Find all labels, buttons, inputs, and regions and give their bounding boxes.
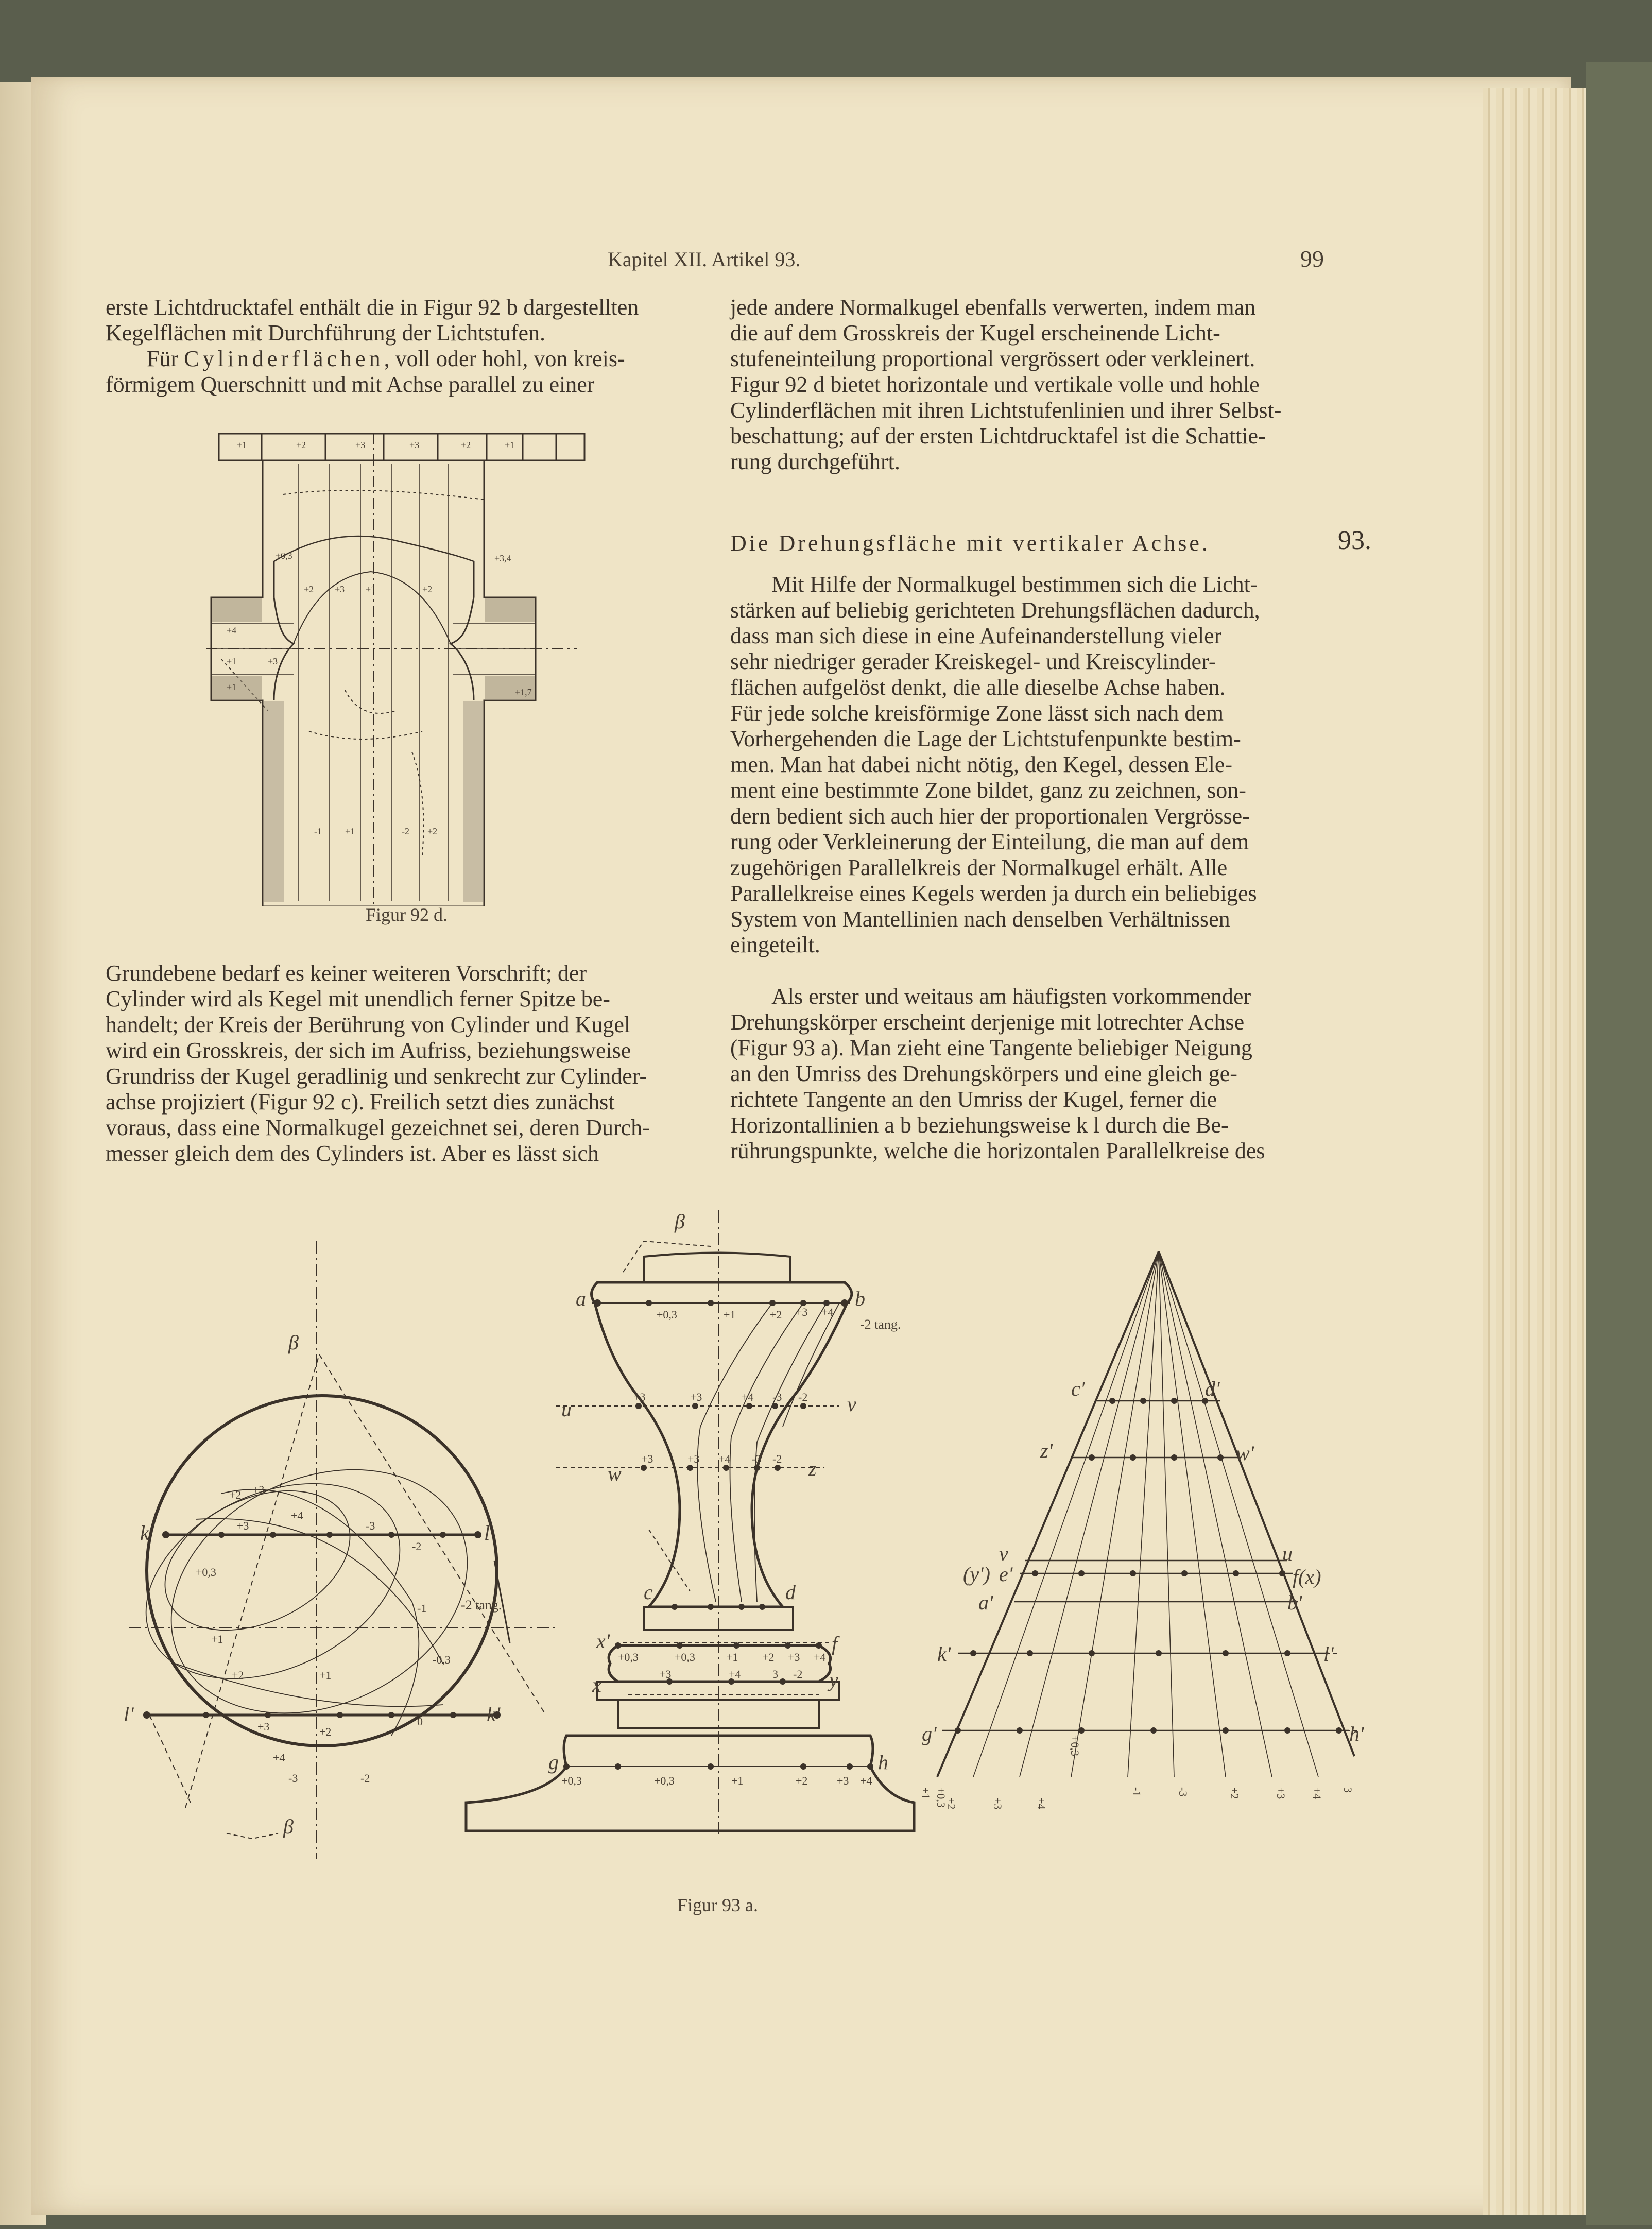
running-title: Kapitel XII. Artikel 93.: [608, 248, 801, 271]
cone-label: k': [937, 1642, 951, 1666]
text-line: [106, 346, 708, 372]
fig92d-label: +1: [237, 440, 247, 450]
vase-mark: +3: [659, 1668, 672, 1681]
sphere-mark: +2: [319, 1725, 332, 1738]
fig92d-label: +3: [355, 440, 366, 450]
cone-label: h': [1349, 1722, 1364, 1745]
text-line: Grundebene bedarf es keiner weiteren Vorschrift; der: [106, 961, 587, 986]
vase-label: β: [675, 1210, 685, 1233]
vase-mark: +0,3: [618, 1651, 639, 1664]
text-line: (Figur 93 a). Man zieht eine Tangente beliebiger Neigung: [730, 1035, 1252, 1060]
cone-label: g': [922, 1722, 937, 1745]
right-para1: [730, 572, 1333, 958]
text-line: jede andere Normalkugel ebenfalls verwerten, indem man: [730, 295, 1256, 320]
text-line: handelt; der Kreis der Berührung von Cylinder und Kugel: [106, 1012, 631, 1037]
text-line: messer gleich dem des Cylinders ist. Aber es lässt sich: [106, 1141, 599, 1166]
sphere-mark: +1: [319, 1669, 332, 1682]
text-line: eingeteilt.: [730, 932, 820, 957]
vase-mark: 3: [772, 1668, 778, 1681]
text-line: zugehörigen Parallelkreis der Normalkugel erhält. Alle: [730, 855, 1228, 880]
vase-label: g: [548, 1751, 559, 1774]
fig92d-label: +1: [366, 584, 376, 594]
text-line: Für jede solche kreisförmige Zone lässt sich nach dem: [730, 700, 1224, 726]
text-line: voraus, dass eine Normalkugel gezeichnet sei, deren Durch-: [106, 1115, 650, 1140]
text-line: stufeneinteilung proportional vergrössert oder verkleinert.: [730, 346, 1255, 371]
text-line: System von Mantellinien nach denselben Verhältnissen: [730, 906, 1230, 932]
vase-mark: +0,3: [561, 1774, 582, 1787]
sphere-mark: +1: [211, 1633, 223, 1645]
vase-mark: -2: [798, 1391, 808, 1403]
vase-label: v: [847, 1393, 856, 1416]
text-line: förmigem Querschnitt und mit Achse parallel zu einer: [106, 372, 595, 397]
text-line: rung oder Verkleinerung der Einteilung, die man auf dem: [730, 829, 1249, 854]
text-line: men. Man hat dabei nicht nötig, den Kegel, dessen Ele-: [730, 752, 1233, 777]
cone-label: b': [1287, 1591, 1302, 1614]
vase-mark: +3: [690, 1391, 702, 1403]
text-line: Kegelflächen mit Durchführung der Lichtstufen.: [106, 320, 546, 346]
cone-mark: +2: [945, 1797, 958, 1810]
vase-label: h: [878, 1751, 888, 1774]
cone-mark: +4: [1311, 1787, 1323, 1799]
text-line: Vorhergehenden die Lage der Lichtstufenpunkte bestim-: [730, 726, 1241, 751]
text-line: die auf dem Grosskreis der Kugel erscheinende Licht-: [730, 320, 1220, 346]
sphere-mark: +4: [273, 1751, 285, 1764]
vase-mark: +4: [718, 1452, 731, 1465]
fig92d-label: +3,4: [494, 553, 511, 563]
cone-mark: +1: [919, 1787, 932, 1799]
cone-mark: +0,3: [1069, 1736, 1081, 1756]
vase-mark: +2: [796, 1774, 808, 1787]
cone-label: f(x): [1293, 1565, 1321, 1588]
fig92d-label: -2: [402, 826, 409, 836]
fig92d-label: +1: [505, 440, 515, 450]
vase-mark: -3: [772, 1391, 782, 1403]
vase-label: a: [576, 1287, 586, 1310]
cone-label: z': [1040, 1439, 1053, 1462]
vase-mark: +3: [687, 1452, 700, 1465]
cone-mark: +3: [991, 1797, 1004, 1810]
text-line: flächen aufgelöst denkt, die alle dieselbe Achse haben.: [730, 675, 1226, 700]
text-line: Drehungskörper erscheint derjenige mit lotrechter Achse: [730, 1009, 1245, 1035]
text-line: stärken auf beliebig gerichteten Drehungsflächen dadurch,: [730, 597, 1260, 623]
vase-mark: +0,3: [654, 1774, 675, 1787]
sphere-tang-label: -2 tang.: [461, 1598, 502, 1613]
left-intro: [106, 295, 708, 398]
figure-93a-caption: Figur 93 a.: [677, 1895, 758, 1915]
cone-label: v: [999, 1542, 1008, 1565]
page-number: 99: [1300, 246, 1324, 272]
vase-mark: +3: [641, 1452, 653, 1465]
text-line: an den Umriss des Drehungskörpers und eine gleich ge-: [730, 1061, 1237, 1086]
vase-mark: +1: [724, 1308, 736, 1321]
vase-mark: +3: [796, 1306, 808, 1318]
vase-mark: +3: [837, 1774, 849, 1787]
fig92d-label: +1: [227, 682, 237, 692]
cone-mark: +3: [1275, 1787, 1287, 1799]
figure-93a: [103, 1200, 1380, 1906]
sphere-mark: -2: [360, 1772, 370, 1785]
book-cover: [1586, 62, 1652, 2225]
text-line: beschattung; auf der ersten Lichtdrucktafel ist die Schattie-: [730, 423, 1266, 449]
sphere-mark: +2: [229, 1488, 242, 1501]
text-line: Mit Hilfe der Normalkugel bestimmen sich die Licht-: [771, 572, 1258, 597]
spaced-term: Cylinderflächen: [184, 346, 384, 371]
cone-mark: -1: [1130, 1787, 1143, 1797]
sphere-label: l: [484, 1521, 490, 1545]
cone-label: (y'): [963, 1563, 990, 1586]
vase-mark: -2: [793, 1668, 803, 1681]
text-line: Horizontallinien a b beziehungsweise k l durch die Be-: [730, 1112, 1229, 1138]
sphere-label: k: [140, 1521, 149, 1545]
text-fragment: Für: [147, 346, 184, 371]
text-line: achse projiziert (Figur 92 c). Freilich setzt dies zunächst: [106, 1089, 615, 1114]
sphere-label: β: [288, 1331, 299, 1354]
vase-label: c: [644, 1581, 653, 1604]
cone-mark: -3: [1177, 1787, 1190, 1797]
text-line: dass man sich diese in eine Aufeinanderstellung vieler: [730, 623, 1222, 648]
cone-label: u: [1282, 1542, 1293, 1565]
fig92d-label: +3: [335, 584, 345, 594]
text-line: richtete Tangente an den Umriss der Kugel, ferner die: [730, 1087, 1217, 1112]
vase-mark: +0,3: [675, 1651, 695, 1664]
sphere-mark: +3: [257, 1720, 270, 1733]
sphere-mark: -3: [366, 1519, 375, 1532]
sphere-mark: +3: [252, 1483, 265, 1496]
vase-label: b: [855, 1287, 865, 1310]
sphere-mark: 0: [417, 1715, 423, 1728]
cone-label: l': [1323, 1642, 1334, 1666]
sphere-label: l': [124, 1703, 134, 1726]
cone-drawing: [937, 1251, 1360, 1777]
text-line: Cylinderflächen mit ihren Lichtstufenlinien und ihrer Selbst-: [730, 398, 1282, 423]
fig92d-label: -1: [314, 826, 322, 836]
vase-label: f: [832, 1632, 838, 1655]
fig92d-label: +1: [227, 656, 237, 666]
cone-mark: +2: [1228, 1787, 1241, 1799]
cone-label: c': [1071, 1377, 1085, 1400]
page-block-edges: [1483, 88, 1586, 2215]
text-line: sehr niedriger gerader Kreiskegel- und Kreiscylinder-: [730, 649, 1216, 674]
fig92d-label: +1: [345, 826, 355, 836]
fig92d-label: +2: [296, 440, 306, 450]
text-line: wird ein Grosskreis, der sich im Aufriss, beziehungsweise: [106, 1038, 631, 1063]
section-number: 93.: [1338, 526, 1371, 555]
left-body: [106, 961, 708, 1167]
cone-mark: +4: [1035, 1797, 1048, 1810]
text-line: rung durchgeführt.: [730, 449, 900, 474]
cone-mark: +0,3: [935, 1787, 948, 1808]
text-line: rührungspunkte, welche die horizontalen Parallelkreise des: [730, 1138, 1265, 1163]
fig92d-label: +4: [227, 625, 237, 636]
vase-mark: +4: [821, 1306, 834, 1318]
vase-label: z: [808, 1457, 817, 1480]
vase-mark: +2: [762, 1651, 775, 1664]
text-line: erste Lichtdrucktafel enthält die in Figur 92 b dargestellten: [106, 295, 639, 320]
vase-mark: +4: [729, 1668, 741, 1681]
sphere-mark: -1: [417, 1602, 427, 1615]
vase-mark: +4: [814, 1651, 826, 1664]
sphere-mark: +2: [232, 1669, 244, 1682]
sphere-mark: -3: [288, 1772, 298, 1785]
vase-mark: +2: [770, 1308, 782, 1321]
vase-mark: +4: [860, 1774, 872, 1787]
right-top: [730, 295, 1333, 475]
figure-92d: [206, 422, 597, 906]
vase-mark: +0,3: [657, 1308, 677, 1321]
vase-label: x': [596, 1630, 610, 1653]
cone-label: w': [1236, 1442, 1254, 1465]
sphere-mark: +3: [237, 1519, 249, 1532]
cone-label: e': [999, 1563, 1013, 1586]
section-heading: Die Drehungsfläche mit vertikaler Achse.: [730, 530, 1210, 556]
sphere-mark: -2: [412, 1540, 422, 1553]
text-line: Als erster und weitaus am häufigsten vorkommender: [771, 984, 1251, 1009]
fig92d-label: +0,3: [276, 551, 292, 561]
vase-tang-label: -2 tang.: [860, 1317, 901, 1332]
fig92d-label: +2: [304, 584, 314, 594]
vase-label: d: [785, 1581, 796, 1604]
vase-mark: +1: [731, 1774, 744, 1787]
text-line: ment eine bestimmte Zone bildet, ganz zu zeichnen, son-: [730, 778, 1246, 803]
sphere-label: β: [283, 1815, 294, 1838]
vase-mark: +1: [726, 1651, 738, 1664]
vase-mark: +4: [742, 1391, 754, 1403]
text-fragment: , voll oder hohl, von kreis-: [384, 346, 625, 371]
fig92d-label: +2: [461, 440, 471, 450]
vase-mark: +3: [788, 1651, 800, 1664]
sphere-label: k': [487, 1703, 501, 1726]
sphere-mark: -0,3: [433, 1653, 451, 1666]
cone-label: a': [978, 1591, 993, 1614]
vase-mark: -3: [752, 1452, 762, 1465]
vase-label: w: [608, 1462, 622, 1485]
text-line: dern bedient sich auch hier der proportionalen Vergrösse-: [730, 803, 1250, 829]
text-line: Cylinder wird als Kegel mit unendlich ferner Spitze be-: [106, 986, 610, 1011]
vase-label: u: [561, 1398, 572, 1421]
figure-92d-caption: Figur 92 d.: [366, 904, 448, 925]
sphere-mark: +0,3: [196, 1566, 216, 1579]
cone-mark: 3: [1341, 1787, 1354, 1793]
vase-mark: -2: [772, 1452, 782, 1465]
text-line: Figur 92 d bietet horizontale und vertikale volle und hohle: [730, 372, 1260, 397]
fig92d-label: +3: [409, 440, 420, 450]
text-line: Parallelkreise eines Kegels werden ja durch ein beliebiges: [730, 881, 1257, 906]
fig92d-label: +3: [268, 656, 278, 666]
text-line: Grundriss der Kugel geradlinig und senkrecht zur Cylinder-: [106, 1064, 647, 1089]
fig92d-label: +2: [422, 584, 433, 594]
sphere-mark: +4: [291, 1509, 303, 1522]
sphere-drawing: [115, 1241, 556, 1859]
vase-label: y: [829, 1668, 838, 1691]
cone-label: d': [1205, 1377, 1220, 1400]
vase-mark: +3: [633, 1391, 646, 1403]
fig92d-label: +2: [427, 826, 438, 836]
fig92d-label: +1,7: [515, 687, 532, 697]
vase-label: x: [592, 1673, 601, 1696]
right-para2: [730, 984, 1333, 1164]
